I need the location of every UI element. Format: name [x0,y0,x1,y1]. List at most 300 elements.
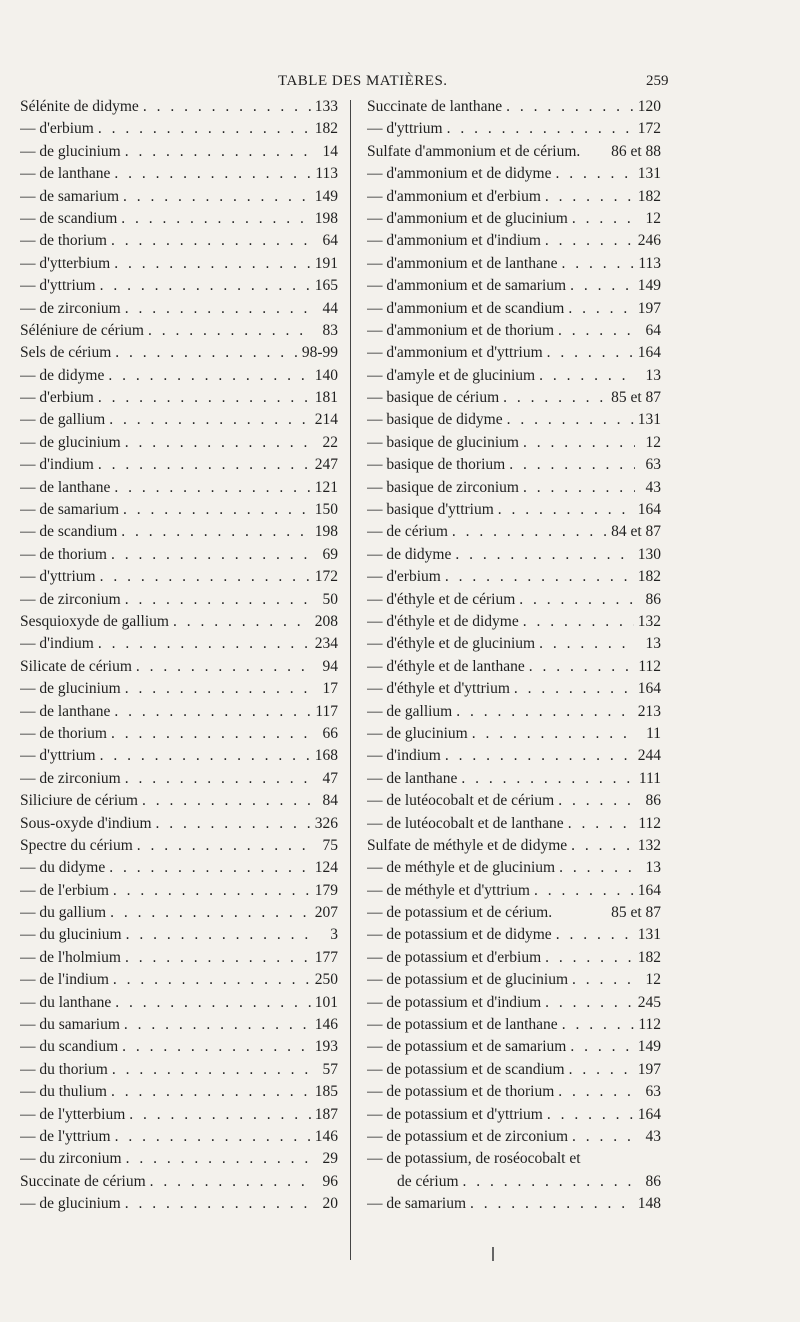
entry-page: 113 [315,165,338,183]
entry-name: — du samarium [20,1016,120,1034]
index-entry [20,723,338,745]
entry-page: 69 [322,545,338,563]
entry-name: — de scandium [20,523,118,541]
index-entry [367,1104,661,1126]
entry-name: — d'yttrium [367,120,443,138]
dot-leader [115,992,310,1014]
dot-leader [115,1126,311,1148]
entry-name: — de glucinium [20,433,121,451]
entry-name: — d'indium [20,456,94,474]
index-entry [367,857,661,879]
dot-leader [514,678,634,700]
index-entry [20,1014,338,1036]
dot-leader [571,835,634,857]
entry-page: 17 [322,680,338,698]
dot-leader [519,589,635,611]
index-column-left [20,96,338,1216]
entry-page: 101 [314,993,338,1011]
index-entry [367,1036,661,1058]
dot-leader [125,141,312,163]
index-entry [20,1171,338,1193]
dot-leader [523,432,635,454]
index-entry [20,611,338,633]
dot-leader [100,566,311,588]
entry-name: — d'ammonium et d'indium [367,232,541,250]
dot-leader [156,813,311,835]
index-entry [20,1148,338,1170]
entry-page: 140 [314,366,338,384]
dot-leader [452,521,607,543]
entry-page: 182 [637,187,661,205]
entry-name: — d'ammonium et d'yttrium [367,344,543,362]
dot-leader [570,1036,633,1058]
entry-name: — de lutéocobalt et de lanthane [367,814,564,832]
entry-page: 214 [314,411,338,429]
entry-name: — de lanthane [20,165,111,183]
dot-leader [112,1059,312,1081]
entry-page: 132 [637,612,661,630]
dot-leader [129,1104,311,1126]
dot-leader [539,365,635,387]
margin-mark [492,1247,494,1261]
dot-leader [126,1148,312,1170]
entry-name: — de zirconium [20,590,121,608]
dot-leader [137,835,312,857]
entry-page: 11 [646,724,661,742]
index-entry [20,409,338,431]
index-entry [20,1126,338,1148]
index-entry [20,342,338,364]
index-entry [367,678,661,700]
entry-name: — de potassium et de glucinium [367,971,569,989]
entry-name: — d'ammonium et de lanthane [367,254,558,272]
entry-name: — d'ammonium et de didyme [367,165,552,183]
entry-name: Séléniure de cérium [20,321,144,339]
entry-name: Sulfate d'ammonium et de cérium. [367,142,581,160]
entry-name: — de thorium [20,724,107,742]
index-entry [367,611,661,633]
entry-page: 326 [314,814,338,832]
column-divider [350,100,351,1260]
index-entry [367,633,661,655]
entry-name: — d'erbium [20,120,94,138]
index-entry [20,96,338,118]
entry-page: 130 [637,545,661,563]
dot-leader [507,409,634,431]
entry-page: 121 [314,478,338,496]
entry-name: — de lanthane [20,478,111,496]
entry-page: 12 [645,209,661,227]
entry-name: — d'yttrium [20,568,96,586]
entry-page: 113 [638,254,661,272]
entry-name: — de gallium [367,702,453,720]
dot-leader [125,947,311,969]
entry-name: — de méthyle et d'yttrium [367,881,530,899]
entry-name: — d'éthyle et de lanthane [367,657,525,675]
entry-page: 191 [314,254,338,272]
entry-name: — d'ammonium et de samarium [367,277,567,295]
dot-leader [142,790,312,812]
entry-page: 94 [322,657,338,675]
index-entry [20,768,338,790]
entry-page: 120 [637,98,661,115]
entry-page: 150 [314,501,338,519]
entry-page: 44 [322,299,338,317]
dot-leader [113,880,311,902]
entry-name: — d'éthyle et d'yttrium [367,680,510,698]
index-entry [20,924,338,946]
dot-leader [125,589,312,611]
index-entry [20,902,338,924]
entry-name: — basique de thorium [367,456,506,474]
dot-leader [547,342,634,364]
dot-leader [111,230,312,252]
entry-name: — de scandium [20,209,118,227]
index-entry [20,454,338,476]
entry-page: 20 [322,1195,338,1213]
entry-page: 234 [314,635,338,653]
entry-page: 164 [637,1105,661,1123]
dot-leader [562,1014,635,1036]
entry-name: — de lanthane [367,769,458,787]
index-entry [367,1171,661,1193]
entry-name: — de l'erbium [20,881,109,899]
dot-leader [455,544,633,566]
entry-page: 3 [330,926,338,944]
entry-name: — basique de cérium [367,389,500,407]
dot-leader [568,813,635,835]
index-entry [367,365,661,387]
entry-name: — d'ammonium et d'erbium [367,187,541,205]
entry-page: 12 [645,433,661,451]
entry-page: 63 [645,1083,661,1101]
dot-leader [100,275,311,297]
index-entry [367,141,661,163]
entry-name: — basique d'yttrium [367,501,494,519]
dot-leader [124,1014,311,1036]
index-entry [20,969,338,991]
dot-leader [125,768,312,790]
entry-name: de cérium [397,1172,459,1190]
entry-name: — de lutéocobalt et de cérium [367,792,555,810]
index-entry [20,298,338,320]
index-entry [367,1148,661,1170]
index-entry [367,521,661,543]
entry-page: 75 [322,836,338,854]
index-entry [367,768,661,790]
entry-page: 132 [637,836,661,854]
dot-leader [447,118,634,140]
entry-page: 12 [645,971,661,989]
index-entry [20,163,338,185]
index-entry [367,1126,661,1148]
dot-leader [503,387,607,409]
dot-leader [445,566,634,588]
index-entry [20,678,338,700]
index-entry [367,813,661,835]
index-entry [20,432,338,454]
index-entry [20,477,338,499]
entry-name: — de l'ytterbium [20,1105,126,1123]
dot-leader [100,745,311,767]
dot-leader [547,1104,634,1126]
entry-page: 165 [314,277,338,295]
entry-name: Succinate de cérium [20,1172,146,1190]
entry-name: — d'ammonium et de glucinium [367,209,568,227]
dot-leader [506,96,634,118]
entry-name: — de lanthane [20,702,111,720]
entry-page: 208 [314,612,338,630]
entry-name: Spectre du cérium [20,836,133,854]
dot-leader [123,186,311,208]
entry-page: 193 [314,1038,338,1056]
entry-page: 168 [314,747,338,765]
entry-name: — de potassium et d'yttrium [367,1105,543,1123]
entry-name: — du didyme [20,859,106,877]
index-entry [20,253,338,275]
dot-leader [558,1081,635,1103]
entry-page: 43 [645,478,661,496]
entry-name: — de potassium et d'erbium [367,948,542,966]
entry-page: 50 [322,590,338,608]
index-entry [367,1014,661,1036]
index-entry [20,790,338,812]
entry-name: Sélénite de didyme [20,98,139,115]
entry-page: 124 [314,859,338,877]
dot-leader [545,230,634,252]
entry-page: 112 [638,1016,661,1034]
dot-leader [125,298,312,320]
index-entry [20,208,338,230]
index-entry [367,701,661,723]
index-entry [20,947,338,969]
dot-leader [125,1193,312,1215]
entry-name: — de potassium et de didyme [367,926,552,944]
index-entry [367,477,661,499]
index-entry [367,387,661,409]
dot-leader [115,342,298,364]
index-entry [20,320,338,342]
dot-leader [559,857,635,879]
index-entry [367,544,661,566]
entry-page: 14 [322,142,338,160]
dot-leader [539,633,635,655]
index-entry [367,1081,661,1103]
index-entry [367,253,661,275]
entry-name: Sous-oxyde d'indium [20,814,152,832]
index-entry [367,589,661,611]
entry-page: 13 [645,859,661,877]
entry-name: — basique de zirconium [367,478,519,496]
index-entry [367,835,661,857]
entry-page: 182 [637,948,661,966]
page-number: 259 [646,73,669,89]
index-entry [367,432,661,454]
entry-page: 86 [645,590,661,608]
entry-name: Siliciure de cérium [20,792,138,810]
dot-leader [572,969,635,991]
entry-page: 57 [322,1060,338,1078]
index-entry [367,566,661,588]
dot-leader [122,1036,311,1058]
entry-name: — d'erbium [367,568,441,586]
index-entry [20,387,338,409]
dot-leader [558,790,635,812]
entry-name: — du lanthane [20,993,112,1011]
index-entry [20,813,338,835]
entry-name: — de l'holmium [20,948,121,966]
entry-page: 146 [314,1016,338,1034]
entry-name: — de didyme [367,545,452,563]
dot-leader [456,701,634,723]
entry-page: 86 [645,1172,661,1190]
dot-leader [98,118,311,140]
entry-name: — de samarium [20,187,120,205]
entry-name: — du thorium [20,1060,108,1078]
entry-page: 86 [645,792,661,810]
entry-name: — de glucinium [20,142,121,160]
entry-name: — d'indium [20,635,94,653]
dot-leader [98,387,311,409]
entry-page: 149 [637,277,661,295]
index-entry [367,947,661,969]
entry-page: 182 [314,120,338,138]
entry-name: — de glucinium [367,724,468,742]
dot-leader [472,723,635,745]
entry-name: — de méthyle et de glucinium [367,859,556,877]
index-entry [20,544,338,566]
dot-leader [529,656,635,678]
index-entry [20,141,338,163]
index-entry [367,723,661,745]
entry-page: 84 et 87 [611,523,661,541]
dot-leader [523,477,635,499]
dot-leader [498,499,634,521]
index-entry [20,1104,338,1126]
entry-name: — d'amyle et de glucinium [367,366,536,384]
entry-page: 64 [645,321,661,339]
entry-name: — de samarium [20,501,120,519]
dot-leader [150,1171,312,1193]
entry-page: 85 et 87 [611,389,661,407]
index-entry [20,857,338,879]
index-entry [367,118,661,140]
entry-page: 43 [645,1127,661,1145]
entry-name: — d'éthyle et de glucinium [367,635,536,653]
index-entry [20,1193,338,1215]
entry-name: — basique de glucinium [367,433,519,451]
dot-leader [461,768,635,790]
dot-leader [148,320,312,342]
dot-leader [545,947,634,969]
index-entry [20,521,338,543]
index-entry [367,342,661,364]
dot-leader [98,633,311,655]
entry-page: 66 [322,724,338,742]
dot-leader [572,1126,635,1148]
index-entry [367,790,661,812]
entry-page: 63 [645,456,661,474]
index-entry [367,924,661,946]
entry-page: 164 [637,344,661,362]
index-entry [367,499,661,521]
entry-name: — d'ytterbium [20,254,111,272]
dot-leader [121,521,310,543]
entry-name: — de potassium et de cérium. [367,904,553,922]
index-entry [20,656,338,678]
entry-page: 146 [314,1127,338,1145]
entry-page: 198 [314,523,338,541]
index-entry [367,745,661,767]
dot-leader [545,992,634,1014]
index-entry [367,208,661,230]
dot-leader [143,96,311,118]
entry-name: — basique de didyme [367,411,503,429]
entry-page: 117 [315,702,338,720]
entry-name: — de zirconium [20,769,121,787]
index-entry [20,835,338,857]
dot-leader [523,611,634,633]
dot-leader [111,723,312,745]
index-entry [367,992,661,1014]
entry-name: — d'indium [367,747,441,765]
entry-page: 13 [645,635,661,653]
entry-page: 131 [637,165,661,183]
entry-page: 149 [637,1038,661,1056]
entry-page: 131 [637,926,661,944]
index-entry [20,880,338,902]
entry-page: 213 [637,702,661,720]
dot-leader [109,409,311,431]
entry-name: — de potassium, de roséocobalt et [367,1150,581,1168]
entry-page: 83 [322,321,338,339]
index-entry [20,633,338,655]
entry-page: 179 [314,881,338,899]
page-header [0,73,800,95]
dot-leader [545,186,634,208]
dot-leader [109,857,311,879]
entry-page: 246 [637,232,661,250]
entry-name: — de potassium et de zirconium [367,1127,569,1145]
entry-name: — du thulium [20,1083,107,1101]
entry-page: 64 [322,232,338,250]
page-title: TABLE DES MATIÈRES. [278,73,448,89]
dot-leader [568,298,633,320]
index-entry [367,163,661,185]
dot-leader [445,745,634,767]
entry-name: — d'éthyle et de cérium [367,590,516,608]
index-entry [20,275,338,297]
dot-leader [463,1171,635,1193]
dot-leader [98,454,311,476]
entry-page: 111 [638,769,661,787]
entry-page: 85 et 87 [611,904,661,922]
index-entry [367,656,661,678]
index-entry [20,365,338,387]
entry-name: — d'yttrium [20,277,96,295]
dot-leader [125,678,312,700]
index-entry [367,969,661,991]
entry-page: 177 [314,948,338,966]
entry-page: 164 [637,680,661,698]
index-entry [367,902,661,924]
dot-leader [114,477,310,499]
entry-name: — de l'indium [20,971,109,989]
dot-leader [570,275,634,297]
entry-page: 133 [314,98,338,115]
dot-leader [121,208,310,230]
entry-page: 29 [322,1150,338,1168]
